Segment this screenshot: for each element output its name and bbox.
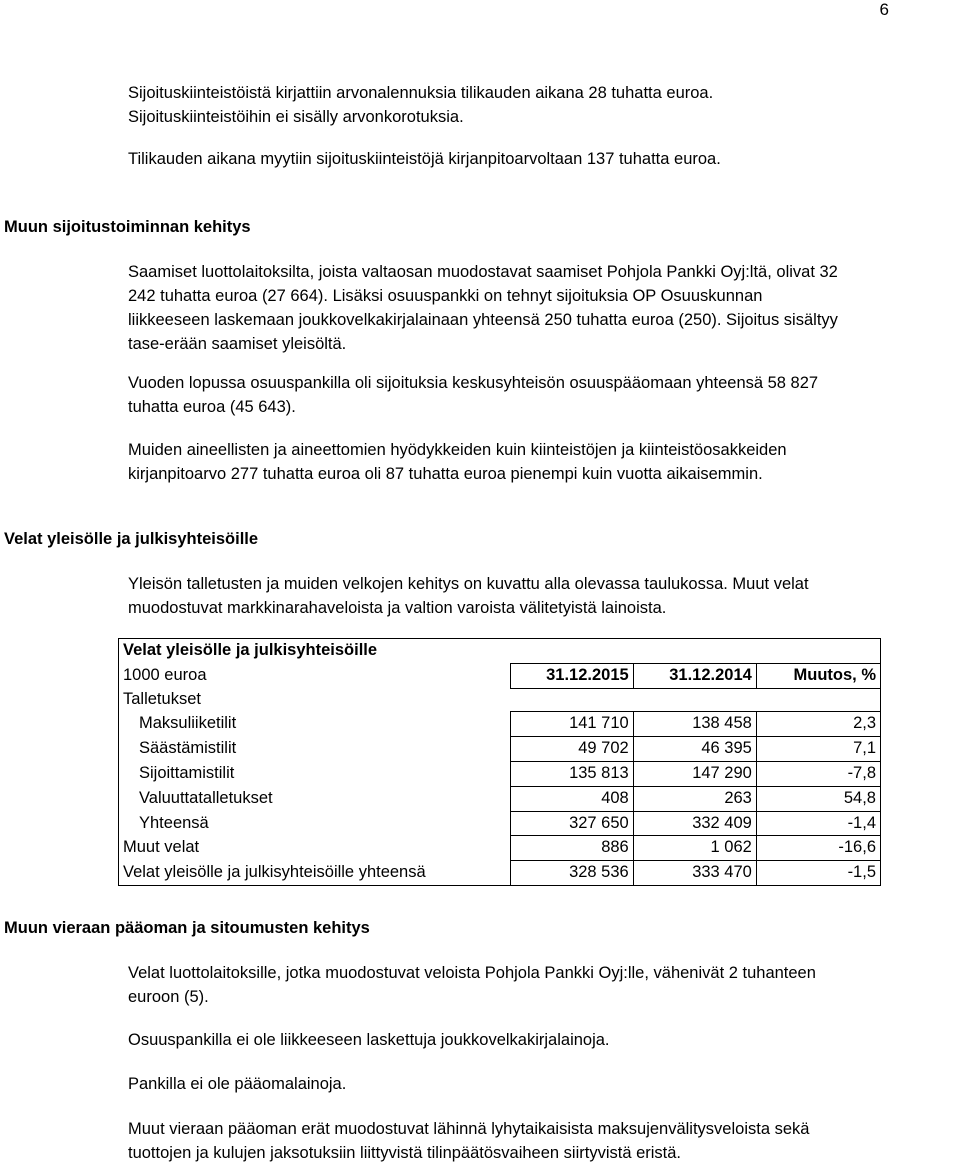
table-unit: 1000 euroa xyxy=(123,665,207,684)
table-group-row xyxy=(119,688,881,712)
row-label: Sijoittamistilit xyxy=(139,763,235,782)
column-header-2014: 31.12.2014 xyxy=(633,663,756,688)
text-line: tuottojen ja kulujen jaksotuksiin liittyvistä tilinpäätösvaiheen siirtyvistä eristä. xyxy=(128,1144,682,1162)
text-line: Muiden aineellisten ja aineettomien hyödykkeiden kuin kiinteistöjen ja kiinteistöosakkeiden xyxy=(128,441,787,459)
column-header-change: Muutos, % xyxy=(756,663,880,688)
table-title: Velat yleisölle ja julkisyhteisöille xyxy=(123,641,378,659)
cell-2015: 886 xyxy=(510,836,633,861)
heading-liabilities: Velat yleisölle ja julkisyhteisöille xyxy=(4,530,259,548)
text-line: tase-erään saamiset yleisöltä. xyxy=(128,335,347,353)
row-label: Säästämistilit xyxy=(139,739,237,758)
paragraph-capital-loans: Pankilla ei ole pääomalainoja. xyxy=(128,1075,347,1093)
text-line: muodostuvat markkinarahaveloista ja valtion varoista välitetyistä lainoista. xyxy=(128,599,667,617)
cell-2015: 328 536 xyxy=(510,861,633,886)
text-line: Vuoden lopussa osuuspankilla oli sijoituksia keskusyhteisön osuuspääomaan yhteensä 58 827 xyxy=(128,374,819,392)
paragraph-bank-liabilities xyxy=(128,961,928,1009)
paragraph-sales: Tilikauden aikana myytiin sijoituskiinteistöjä kirjanpitoarvoltaan 137 tuhatta euroa. xyxy=(128,150,721,168)
cell-2014: 46 395 xyxy=(633,737,756,762)
text-line: Velat luottolaitoksille, jotka muodostuvat veloista Pohjola Pankki Oyj:lle, vähenivät 2 tuhanteen xyxy=(128,964,816,982)
table-row xyxy=(119,786,881,811)
liabilities-table xyxy=(118,638,881,886)
table-row xyxy=(119,761,881,786)
text-line: tuhatta euroa (45 643). xyxy=(128,398,296,416)
paragraph-other-items xyxy=(128,1117,928,1165)
cell-2014: 333 470 xyxy=(633,861,756,886)
paragraph-bonds: Osuuspankilla ei ole liikkeeseen laskettuja joukkovelkakirjalainoja. xyxy=(128,1031,610,1049)
table-title-row xyxy=(119,639,881,664)
cell-change: -1,5 xyxy=(756,861,880,886)
heading-other-investments: Muun sijoitustoiminnan kehitys xyxy=(4,218,251,236)
table-row xyxy=(119,737,881,762)
paragraph-assets xyxy=(128,438,928,486)
text-line: Sijoituskiinteistöihin ei sisälly arvonkorotuksia. xyxy=(128,108,464,126)
cell-2015: 408 xyxy=(510,786,633,811)
text-line: Sijoituskiinteistöistä kirjattiin arvonalennuksia tilikauden aikana 28 tuhatta euroa. xyxy=(128,84,714,102)
paragraph-writedowns xyxy=(128,81,928,129)
paragraph-receivables xyxy=(128,260,928,356)
cell-change: 2,3 xyxy=(756,712,880,737)
row-label: Muut velat xyxy=(123,838,200,857)
cell-change: 54,8 xyxy=(756,786,880,811)
row-label: Maksuliiketilit xyxy=(139,714,237,733)
column-header-2015: 31.12.2015 xyxy=(510,663,633,688)
row-label: Yhteensä xyxy=(139,813,209,832)
cell-2014: 138 458 xyxy=(633,712,756,737)
row-label: Valuuttatalletukset xyxy=(139,788,273,807)
cell-2014: 263 xyxy=(633,786,756,811)
heading-other-liabilities: Muun vieraan pääoman ja sitoumusten kehitys xyxy=(4,919,370,937)
table-row xyxy=(119,861,881,886)
paragraph-capital xyxy=(128,371,928,419)
cell-2015: 141 710 xyxy=(510,712,633,737)
cell-change: -16,6 xyxy=(756,836,880,861)
cell-change: -7,8 xyxy=(756,761,880,786)
cell-change: 7,1 xyxy=(756,737,880,762)
group-label: Talletukset xyxy=(123,690,201,709)
table-header-row xyxy=(119,663,881,688)
table-row xyxy=(119,712,881,737)
page-number: 6 xyxy=(879,0,889,19)
cell-2014: 332 409 xyxy=(633,811,756,836)
text-line: 242 tuhatta euroa (27 664). Lisäksi osuuspankki on tehnyt sijoituksia OP Osuuskunnan xyxy=(128,287,763,305)
text-line: Saamiset luottolaitoksilta, joista valtaosan muodostavat saamiset Pohjola Pankki Oyj:ltä, olivat 32 xyxy=(128,263,838,281)
table-row xyxy=(119,811,881,836)
cell-change: -1,4 xyxy=(756,811,880,836)
cell-2015: 49 702 xyxy=(510,737,633,762)
table-row xyxy=(119,836,881,861)
text-line: euroon (5). xyxy=(128,988,209,1006)
text-line: Yleisön talletusten ja muiden velkojen kehitys on kuvattu alla olevassa taulukossa. Muut velat xyxy=(128,575,809,593)
text-line: liikkeeseen laskemaan joukkovelkakirjalainaan yhteensä 250 tuhatta euroa (250). Sijoitus sisältyy xyxy=(128,311,838,329)
text-line: kirjanpitoarvo 277 tuhatta euroa oli 87 tuhatta euroa pienempi kuin vuotta aikaisemmin. xyxy=(128,465,763,483)
cell-2014: 147 290 xyxy=(633,761,756,786)
cell-2014: 1 062 xyxy=(633,836,756,861)
text-line: Muut vieraan pääoman erät muodostuvat lähinnä lyhytaikaisista maksujenvälitysveloista sekä xyxy=(128,1120,810,1138)
row-label: Velat yleisölle ja julkisyhteisöille yhteensä xyxy=(123,862,426,881)
paragraph-deposits xyxy=(128,572,928,620)
cell-2015: 327 650 xyxy=(510,811,633,836)
cell-2015: 135 813 xyxy=(510,761,633,786)
